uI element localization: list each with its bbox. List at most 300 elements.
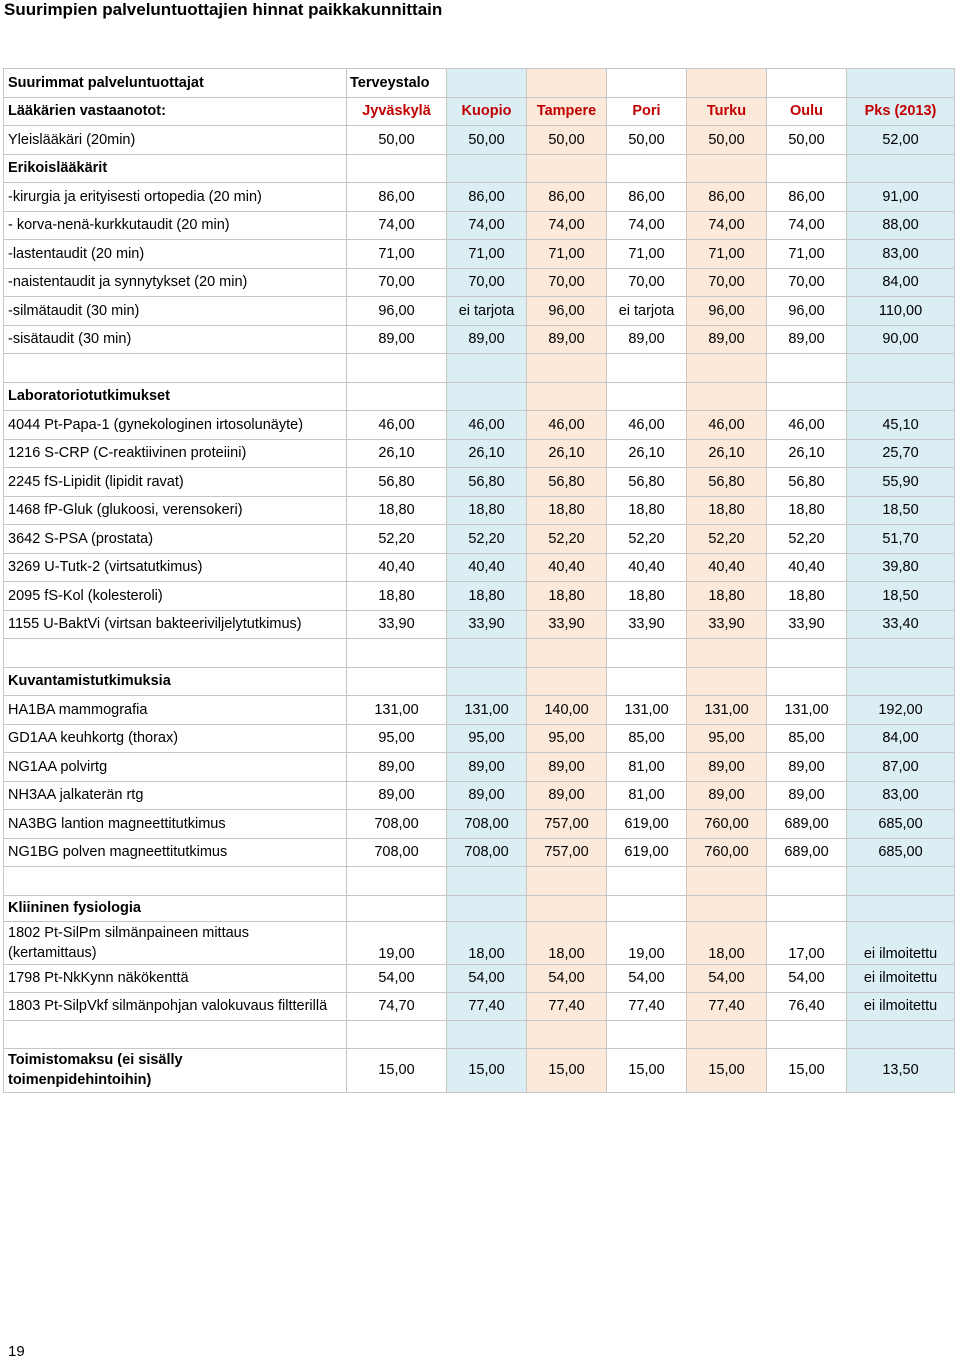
price-cell: 81,00 [607,781,687,810]
price-cell: 17,00 [767,921,847,964]
price-cell: 26,10 [527,439,607,468]
empty-cell [347,382,447,411]
price-cell: 70,00 [347,268,447,297]
price-cell: 77,40 [607,992,687,1020]
price-cell: 74,00 [447,211,527,240]
price-cell: 689,00 [767,810,847,839]
price-cell: ei tarjota [607,297,687,326]
price-cell: 71,00 [687,240,767,269]
price-cell: 71,00 [347,240,447,269]
section-title-row [4,667,955,696]
price-cell: 56,80 [767,468,847,497]
row-label: 1468 fP-Gluk (glukoosi, verensokeri) [4,496,347,525]
price-cell: 40,40 [447,553,527,582]
price-cell: 86,00 [527,183,607,212]
price-cell: 40,40 [767,553,847,582]
row-label: 1216 S-CRP (C-reaktiivinen proteiini) [4,439,347,468]
price-cell: 192,00 [847,696,955,725]
row-label: -silmätaudit (30 min) [4,297,347,326]
lab-section-title: Laboratoriotutkimukset [4,382,347,411]
price-cell: ei ilmoitettu [847,921,955,964]
price-cell: 40,40 [527,553,607,582]
price-cell: 18,80 [607,496,687,525]
price-cell: 86,00 [687,183,767,212]
row-label: NH3AA jalkaterän rtg [4,781,347,810]
table-row [4,411,955,440]
table-row [4,183,955,212]
price-cell: 760,00 [687,838,767,867]
price-cell: 50,00 [607,126,687,155]
price-cell: 33,90 [527,610,607,639]
price-cell: 50,00 [527,126,607,155]
office-fee-label-line1: Toimistomaksu (ei sisälly [8,1052,183,1068]
table-row [4,610,955,639]
price-cell: 18,80 [447,496,527,525]
specialists-label: Erikoislääkärit [4,154,347,183]
empty-cell [847,69,955,98]
row-label: 3269 U-Tutk-2 (virtsatutkimus) [4,553,347,582]
price-cell: 18,80 [767,496,847,525]
price-cell: 70,00 [687,268,767,297]
empty-cell [687,867,767,896]
empty-cell [847,895,955,921]
empty-cell [527,382,607,411]
price-cell: 46,00 [347,411,447,440]
empty-cell [527,667,607,696]
price-cell: 70,00 [527,268,607,297]
empty-cell [847,382,955,411]
price-cell: 685,00 [847,838,955,867]
table-row [4,582,955,611]
price-cell: 619,00 [607,810,687,839]
page-number: 19 [8,1343,25,1360]
price-cell: 26,10 [347,439,447,468]
table-row [4,810,955,839]
price-cell: 87,00 [847,753,955,782]
empty-cell [607,154,687,183]
empty-cell [767,639,847,668]
table-row [4,553,955,582]
empty-cell [527,895,607,921]
empty-cell [4,354,347,383]
empty-cell [347,667,447,696]
price-cell: 89,00 [447,325,527,354]
price-cell: 52,20 [347,525,447,554]
price-cell: 89,00 [687,781,767,810]
page-title: Suurimpien palveluntuottajien hinnat paikkakunnittain [4,0,443,19]
price-cell: 74,00 [607,211,687,240]
price-cell: 18,80 [687,496,767,525]
price-table [3,68,955,1093]
price-cell: 131,00 [447,696,527,725]
row-label: -naistentaudit ja synnytykset (20 min) [4,268,347,297]
empty-cell [687,69,767,98]
price-cell: 89,00 [767,753,847,782]
empty-cell [447,895,527,921]
price-cell: 89,00 [767,325,847,354]
empty-cell [607,382,687,411]
table-row [4,696,955,725]
price-cell: 96,00 [527,297,607,326]
price-cell: 19,00 [607,921,687,964]
price-cell: 74,00 [527,211,607,240]
price-cell: 760,00 [687,810,767,839]
empty-cell [607,867,687,896]
row-label: 1798 Pt-NkKynn näkökenttä [4,964,347,992]
row-label: HA1BA mammografia [4,696,347,725]
price-cell: 708,00 [347,810,447,839]
price-cell: 89,00 [527,753,607,782]
empty-cell [527,639,607,668]
price-cell: 52,20 [447,525,527,554]
empty-cell [767,69,847,98]
price-cell: 55,90 [847,468,955,497]
price-cell: 54,00 [687,964,767,992]
row-label-line2: (kertamittaus) [8,944,97,961]
price-cell: ei ilmoitettu [847,964,955,992]
price-cell: 33,90 [447,610,527,639]
empty-cell [527,1020,607,1048]
empty-cell [847,667,955,696]
row-label: 1803 Pt-SilpVkf silmänpohjan valokuvaus filtterillä [4,992,347,1020]
price-cell: 26,10 [767,439,847,468]
price-cell: 18,80 [447,582,527,611]
table-row [4,268,955,297]
price-cell: 18,80 [347,582,447,611]
empty-cell [767,382,847,411]
price-cell: 70,00 [767,268,847,297]
price-cell: 77,40 [527,992,607,1020]
empty-cell [447,154,527,183]
empty-cell [447,354,527,383]
price-cell: 83,00 [847,240,955,269]
row-label: -lastentaudit (20 min) [4,240,347,269]
row-label: 4044 Pt-Papa-1 (gynekologinen irtosolunäyte) [4,411,347,440]
empty-cell [527,69,607,98]
price-cell: 77,40 [687,992,767,1020]
table-row [4,297,955,326]
empty-cell [687,154,767,183]
price-cell: 71,00 [527,240,607,269]
price-cell: 757,00 [527,810,607,839]
empty-cell [607,667,687,696]
price-cell: 88,00 [847,211,955,240]
price-cell: 708,00 [447,810,527,839]
price-cell: 15,00 [447,1048,527,1092]
price-cell: 33,90 [347,610,447,639]
price-cell: 131,00 [687,696,767,725]
price-cell: 95,00 [687,724,767,753]
price-cell: 46,00 [767,411,847,440]
empty-cell [687,895,767,921]
price-cell: 54,00 [607,964,687,992]
price-cell: 39,80 [847,553,955,582]
row-label: NG1AA polvirtg [4,753,347,782]
price-cell: 46,00 [527,411,607,440]
price-cell: 46,00 [687,411,767,440]
price-cell: 91,00 [847,183,955,212]
price-cell: 95,00 [527,724,607,753]
empty-cell [447,1020,527,1048]
price-cell: 74,00 [687,211,767,240]
price-cell: 15,00 [607,1048,687,1092]
price-cell: 85,00 [767,724,847,753]
row-label-line1: 1802 Pt-SilPm silmänpaineen mittaus [8,924,249,941]
price-cell: 131,00 [607,696,687,725]
price-cell: 89,00 [347,325,447,354]
row-label: NG1BG polven magneettitutkimus [4,838,347,867]
row-label: NA3BG lantion magneettitutkimus [4,810,347,839]
price-cell: 131,00 [347,696,447,725]
price-cell: 96,00 [347,297,447,326]
price-cell: 13,50 [847,1048,955,1092]
price-cell: 19,00 [347,921,447,964]
price-cell: 56,80 [527,468,607,497]
empty-cell [447,69,527,98]
row-label: Yleislääkäri (20min) [4,126,347,155]
price-cell: 708,00 [447,838,527,867]
empty-cell [607,895,687,921]
city-header: Kuopio [447,97,527,126]
price-cell: 15,00 [767,1048,847,1092]
city-header: Turku [687,97,767,126]
row-label: -sisätaudit (30 min) [4,325,347,354]
empty-cell [767,154,847,183]
empty-cell [447,382,527,411]
price-cell: 50,00 [347,126,447,155]
price-cell: 33,90 [607,610,687,639]
price-cell: 89,00 [607,325,687,354]
city-header: Pks (2013) [847,97,955,126]
price-cell: 86,00 [607,183,687,212]
price-cell: 77,40 [447,992,527,1020]
section-title-row [4,895,955,921]
price-cell: 96,00 [687,297,767,326]
office-fee-label [4,1048,347,1092]
price-cell: 131,00 [767,696,847,725]
table-row [4,126,955,155]
empty-cell [4,1020,347,1048]
table-row [4,838,955,867]
price-cell: 46,00 [447,411,527,440]
table-row [4,781,955,810]
price-cell: 18,80 [527,582,607,611]
price-cell: 33,90 [767,610,847,639]
price-cell: 33,40 [847,610,955,639]
price-cell: 54,00 [347,964,447,992]
price-cell: 619,00 [607,838,687,867]
price-cell: 74,00 [347,211,447,240]
price-cell: 95,00 [347,724,447,753]
table-row [4,496,955,525]
price-cell: 89,00 [447,781,527,810]
price-cell: 56,80 [347,468,447,497]
price-cell: 18,80 [607,582,687,611]
price-cell: 76,40 [767,992,847,1020]
empty-cell [687,1020,767,1048]
empty-cell [4,639,347,668]
table-row [4,964,955,992]
price-cell: 56,80 [687,468,767,497]
price-cell: 52,00 [847,126,955,155]
empty-cell [527,154,607,183]
price-cell: 18,50 [847,582,955,611]
price-cell: 51,70 [847,525,955,554]
empty-cell [687,639,767,668]
price-cell: 86,00 [767,183,847,212]
price-cell: 18,80 [687,582,767,611]
price-cell: 18,80 [527,496,607,525]
price-cell: 74,70 [347,992,447,1020]
price-cell: 71,00 [607,240,687,269]
empty-cell [607,69,687,98]
price-cell: 45,10 [847,411,955,440]
price-cell: 52,20 [607,525,687,554]
empty-cell [347,895,447,921]
imaging-section-title: Kuvantamistutkimuksia [4,667,347,696]
row-label: 1155 U-BaktVi (virtsan bakteeriviljelytutkimus) [4,610,347,639]
price-cell: 52,20 [527,525,607,554]
price-cell: 89,00 [527,325,607,354]
table-row [4,724,955,753]
city-header: Oulu [767,97,847,126]
price-cell: 689,00 [767,838,847,867]
price-cell: 54,00 [767,964,847,992]
empty-cell [527,354,607,383]
header-row [4,97,955,126]
price-cell: 89,00 [687,325,767,354]
row-label: 2245 fS-Lipidit (lipidit ravat) [4,468,347,497]
price-cell: 70,00 [607,268,687,297]
table-row [4,325,955,354]
empty-cell [527,867,607,896]
empty-cell [347,354,447,383]
city-header: Jyväskylä [347,97,447,126]
price-cell: 40,40 [607,553,687,582]
empty-cell [447,667,527,696]
price-cell: 89,00 [687,753,767,782]
price-cell: 26,10 [607,439,687,468]
empty-cell [767,867,847,896]
empty-cell [347,867,447,896]
price-cell: 95,00 [447,724,527,753]
empty-cell [687,667,767,696]
spacer-row [4,639,955,668]
spacer-row [4,1020,955,1048]
row-label: 2095 fS-Kol (kolesteroli) [4,582,347,611]
table-row [4,921,955,964]
price-cell: 18,00 [447,921,527,964]
price-cell: 89,00 [527,781,607,810]
price-cell: 86,00 [347,183,447,212]
price-cell: 18,50 [847,496,955,525]
price-cell: 40,40 [347,553,447,582]
price-cell: 15,00 [527,1048,607,1092]
price-cell: 86,00 [447,183,527,212]
price-cell: 33,90 [687,610,767,639]
row-label: GD1AA keuhkortg (thorax) [4,724,347,753]
price-cell: 50,00 [767,126,847,155]
price-cell: 89,00 [767,781,847,810]
price-cell: 15,00 [347,1048,447,1092]
table-row [4,439,955,468]
empty-cell [447,639,527,668]
section-title-row [4,154,955,183]
price-cell: 26,10 [447,439,527,468]
empty-cell [847,154,955,183]
city-header: Pori [607,97,687,126]
empty-cell [347,1020,447,1048]
empty-cell [687,382,767,411]
empty-cell [767,667,847,696]
spacer-row [4,354,955,383]
price-cell: 84,00 [847,268,955,297]
price-cell: 18,80 [347,496,447,525]
row-label: -kirurgia ja erityisesti ortopedia (20 min) [4,183,347,212]
price-cell: 15,00 [687,1048,767,1092]
price-cell: ei ilmoitettu [847,992,955,1020]
empty-cell [767,1020,847,1048]
price-cell: 25,70 [847,439,955,468]
price-cell: 71,00 [767,240,847,269]
table-row [4,468,955,497]
price-cell: 90,00 [847,325,955,354]
price-cell: 89,00 [347,781,447,810]
price-cell: 89,00 [447,753,527,782]
empty-cell [347,154,447,183]
empty-cell [607,1020,687,1048]
empty-cell [607,354,687,383]
price-cell: 46,00 [607,411,687,440]
price-cell: 18,00 [527,921,607,964]
row-label [4,921,347,964]
empty-cell [4,867,347,896]
price-cell: 84,00 [847,724,955,753]
price-cell: 54,00 [447,964,527,992]
spacer-row [4,867,955,896]
price-cell: 40,40 [687,553,767,582]
city-header: Tampere [527,97,607,126]
price-cell: 140,00 [527,696,607,725]
empty-cell [687,354,767,383]
section-label: Lääkärien vastaanotot: [4,97,347,126]
empty-cell [607,639,687,668]
table-row [4,525,955,554]
section-title-row [4,382,955,411]
price-cell: 56,80 [607,468,687,497]
header-row [4,69,955,98]
providers-label: Suurimmat palveluntuottajat [4,69,347,98]
price-cell: 96,00 [767,297,847,326]
price-cell: 71,00 [447,240,527,269]
price-cell: 26,10 [687,439,767,468]
price-cell: 50,00 [447,126,527,155]
table-row [4,211,955,240]
empty-cell [447,867,527,896]
row-label: 3642 S-PSA (prostata) [4,525,347,554]
price-cell: 52,20 [767,525,847,554]
empty-cell [767,895,847,921]
price-cell: 56,80 [447,468,527,497]
price-cell: 757,00 [527,838,607,867]
price-cell: 50,00 [687,126,767,155]
price-cell: 89,00 [347,753,447,782]
row-label: - korva-nenä-kurkkutaudit (20 min) [4,211,347,240]
price-cell: 70,00 [447,268,527,297]
empty-cell [847,1020,955,1048]
price-cell: 18,00 [687,921,767,964]
empty-cell [347,639,447,668]
